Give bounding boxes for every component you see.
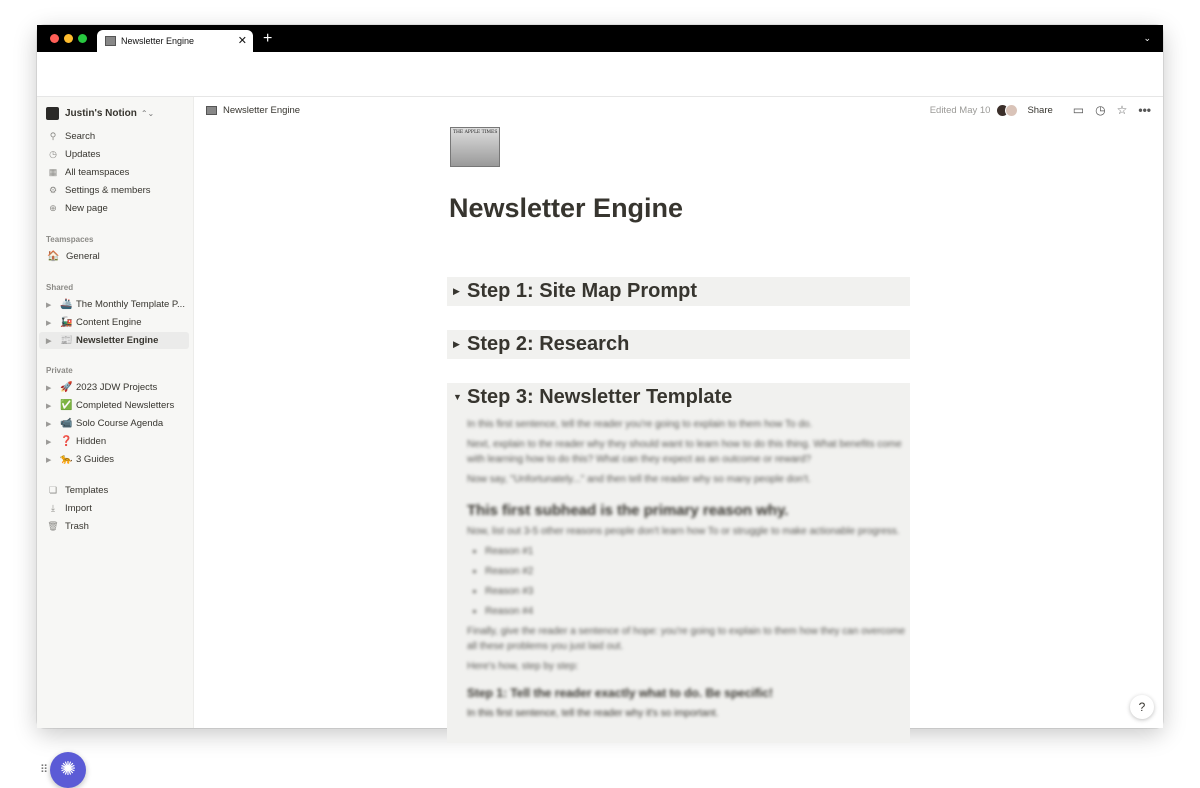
page-actions	[930, 103, 1151, 117]
sidebar-item-label: The Monthly Template P...	[76, 299, 185, 310]
sidebar-item-search[interactable]	[46, 128, 95, 144]
list-item: • Reason #4	[485, 604, 907, 619]
sidebar-item-completed-newsletters[interactable]	[39, 397, 189, 414]
chevron-right-icon[interactable]: ▶	[46, 301, 52, 309]
sidebar-item-label: 3 Guides	[76, 454, 115, 465]
sidebar-item-content-engine[interactable]	[39, 314, 189, 331]
sidebar-item-label: Content Engine	[76, 317, 142, 328]
switch-chevron-icon: ⌃⌄	[140, 108, 155, 118]
workspace-switcher[interactable]	[46, 105, 154, 121]
bullet-list	[467, 544, 907, 619]
sidebar-item-import[interactable]	[46, 500, 92, 516]
toggle-heading: Step 1: Site Map Prompt	[467, 280, 698, 302]
list-item: • Reason #2	[485, 564, 907, 579]
sidebar-item-3-guides[interactable]	[39, 451, 189, 468]
comment-icon[interactable]: ▭	[1072, 103, 1085, 117]
sidebar-item-jdw-projects[interactable]	[39, 379, 189, 396]
chevron-right-icon[interactable]: ▶	[46, 319, 52, 327]
history-icon[interactable]: ◷	[1095, 103, 1106, 117]
sidebar-item-trash[interactable]	[46, 518, 89, 534]
grid-icon: ▦	[48, 166, 58, 177]
subheading: Step 1: Tell the reader exactly what to do. Be specific!	[467, 686, 773, 700]
check-icon: ✅	[60, 400, 73, 411]
sidebar-item-label: Newsletter Engine	[76, 335, 159, 346]
camera-icon: 📹	[60, 418, 73, 429]
sidebar-item-label: New page	[65, 202, 108, 214]
toggle-step-3[interactable]	[447, 383, 910, 743]
toggle-down-icon[interactable]: ▼	[453, 392, 462, 402]
star-icon[interactable]: ☆	[1116, 103, 1128, 117]
page-icon-newspaper[interactable]	[450, 127, 500, 167]
more-icon[interactable]: •••	[1138, 103, 1151, 117]
browser-toolbar	[37, 52, 1163, 97]
cover-text: THE APPLE TIMES	[453, 130, 498, 135]
ship-icon: 🚢	[60, 299, 73, 310]
sidebar-item-new-page[interactable]	[46, 200, 108, 216]
toggle-right-icon[interactable]: ▶	[453, 286, 460, 296]
newspaper-icon	[206, 106, 217, 115]
toggle-heading: Step 3: Newsletter Template	[467, 386, 733, 408]
sidebar-item-label: Solo Course Agenda	[76, 418, 164, 429]
sidebar-item-label: Search	[65, 130, 96, 142]
sidebar-item-updates[interactable]	[46, 146, 100, 162]
sidebar-item-label: Templates	[65, 484, 109, 496]
minimize-window-button[interactable]	[64, 34, 73, 43]
help-button[interactable]: ?	[1130, 695, 1154, 719]
paragraph: Finally, give the reader a sentence of hope: you're going to explain to them how they can overcome all these problems you just laid out.	[467, 626, 906, 652]
sidebar-item-label: Completed Newsletters	[76, 400, 175, 411]
rocket-icon: 🚀	[60, 382, 73, 393]
tab-title: Newsletter Engine	[121, 36, 195, 46]
toggle-step-2[interactable]	[447, 330, 910, 359]
leopard-icon: 🐆	[60, 454, 73, 465]
chevron-right-icon[interactable]: ▶	[46, 420, 52, 428]
question-icon: ❓	[60, 436, 73, 447]
close-window-button[interactable]	[50, 34, 59, 43]
toggle-right-icon[interactable]: ▶	[453, 339, 460, 349]
paragraph: Now say, "Unfortunately..." and then tell the reader why so many people don't.	[467, 474, 811, 485]
sidebar-item-label: Settings & members	[65, 184, 151, 196]
paragraph: Here's how, step by step:	[467, 661, 579, 672]
search-icon: ⚲	[49, 130, 57, 141]
sidebar-item-label: Updates	[65, 148, 101, 160]
breadcrumb[interactable]	[206, 105, 300, 116]
chevron-right-icon[interactable]: ▶	[46, 438, 52, 446]
sidebar-item-solo-course[interactable]	[39, 415, 189, 432]
sidebar-item-label: Trash	[65, 520, 89, 532]
template-body	[467, 417, 907, 721]
paragraph: In this first sentence, tell the reader you're going to explain to them how To do.	[467, 419, 813, 430]
teamspaces-heading: Teamspaces	[46, 235, 94, 244]
edited-timestamp: Edited May 10	[929, 104, 991, 116]
sidebar	[37, 97, 194, 780]
sidebar-item-all-teamspaces[interactable]	[46, 164, 129, 180]
browser-titlebar	[37, 25, 1163, 52]
sidebar-item-hidden[interactable]	[39, 433, 189, 450]
newspaper-icon: 📰	[60, 335, 73, 346]
zoom-window-button[interactable]	[78, 34, 87, 43]
page-title[interactable]: Newsletter Engine	[449, 193, 684, 223]
chevron-right-icon[interactable]: ▶	[46, 384, 52, 392]
avatar[interactable]	[1005, 104, 1018, 117]
chevron-right-icon[interactable]: ▶	[46, 456, 52, 464]
newspaper-icon	[105, 36, 116, 46]
gear-icon: ⚙	[48, 184, 58, 195]
browser-tab[interactable]	[97, 30, 253, 52]
list-item: • Reason #1	[485, 544, 907, 559]
clock-icon: ◷	[49, 148, 57, 159]
sidebar-item-templates[interactable]	[46, 482, 108, 498]
templates-icon: ❏	[48, 484, 58, 495]
shared-heading: Shared	[46, 283, 74, 292]
share-button[interactable]: Share	[1027, 104, 1053, 116]
page-content	[194, 97, 1163, 728]
private-heading: Private	[46, 366, 73, 375]
sidebar-item-label: All teamspaces	[65, 166, 130, 178]
subheading: This first subhead is the primary reason why.	[467, 502, 789, 519]
ai-assistant-button[interactable]	[50, 752, 86, 788]
download-icon: ⤓	[51, 502, 55, 513]
workspace-name: Justin's Notion	[65, 107, 137, 119]
sidebar-item-newsletter-engine[interactable]	[39, 332, 189, 349]
toggle-step-1[interactable]	[447, 277, 910, 306]
workspace-avatar	[46, 107, 59, 120]
chevron-right-icon[interactable]: ▶	[46, 402, 52, 410]
house-icon: 🏠	[47, 251, 60, 262]
toggle-heading: Step 2: Research	[467, 333, 630, 355]
paragraph: Now, list out 3-5 other reasons people don't learn how To or struggle to make actionable progress.	[467, 526, 900, 537]
breadcrumb-label: Newsletter Engine	[223, 105, 301, 116]
sidebar-item-general[interactable]	[39, 248, 189, 265]
tab-close-icon[interactable]: ✕	[237, 35, 247, 47]
plus-circle-icon: ⊕	[49, 202, 57, 213]
chevron-down-icon[interactable]: ⌄	[1143, 33, 1151, 43]
sidebar-item-label: Import	[65, 502, 92, 514]
browser-window	[37, 25, 1163, 780]
train-icon: 🚂	[60, 317, 73, 328]
sparkle-icon: ✺	[60, 759, 76, 780]
paragraph: Next, explain to the reader why they should want to learn how to do this thing. What benefits come with learning how to do this? What can they expect as an outcome or reward?	[467, 439, 902, 465]
sidebar-item-settings[interactable]	[46, 182, 151, 198]
sidebar-item-monthly-template[interactable]	[39, 296, 189, 313]
drag-handle-icon[interactable]: ⠿	[40, 764, 49, 776]
list-item: • Reason #3	[485, 584, 907, 599]
sidebar-item-label: General	[66, 251, 100, 262]
sidebar-item-label: Hidden	[76, 436, 107, 447]
chevron-right-icon[interactable]: ▶	[46, 337, 52, 345]
new-tab-button[interactable]: +	[263, 30, 273, 47]
paragraph: In this first sentence, tell the reader why it's so important.	[467, 708, 719, 719]
sidebar-item-label: 2023 JDW Projects	[76, 382, 158, 393]
trash-icon: 🗑	[47, 520, 59, 531]
